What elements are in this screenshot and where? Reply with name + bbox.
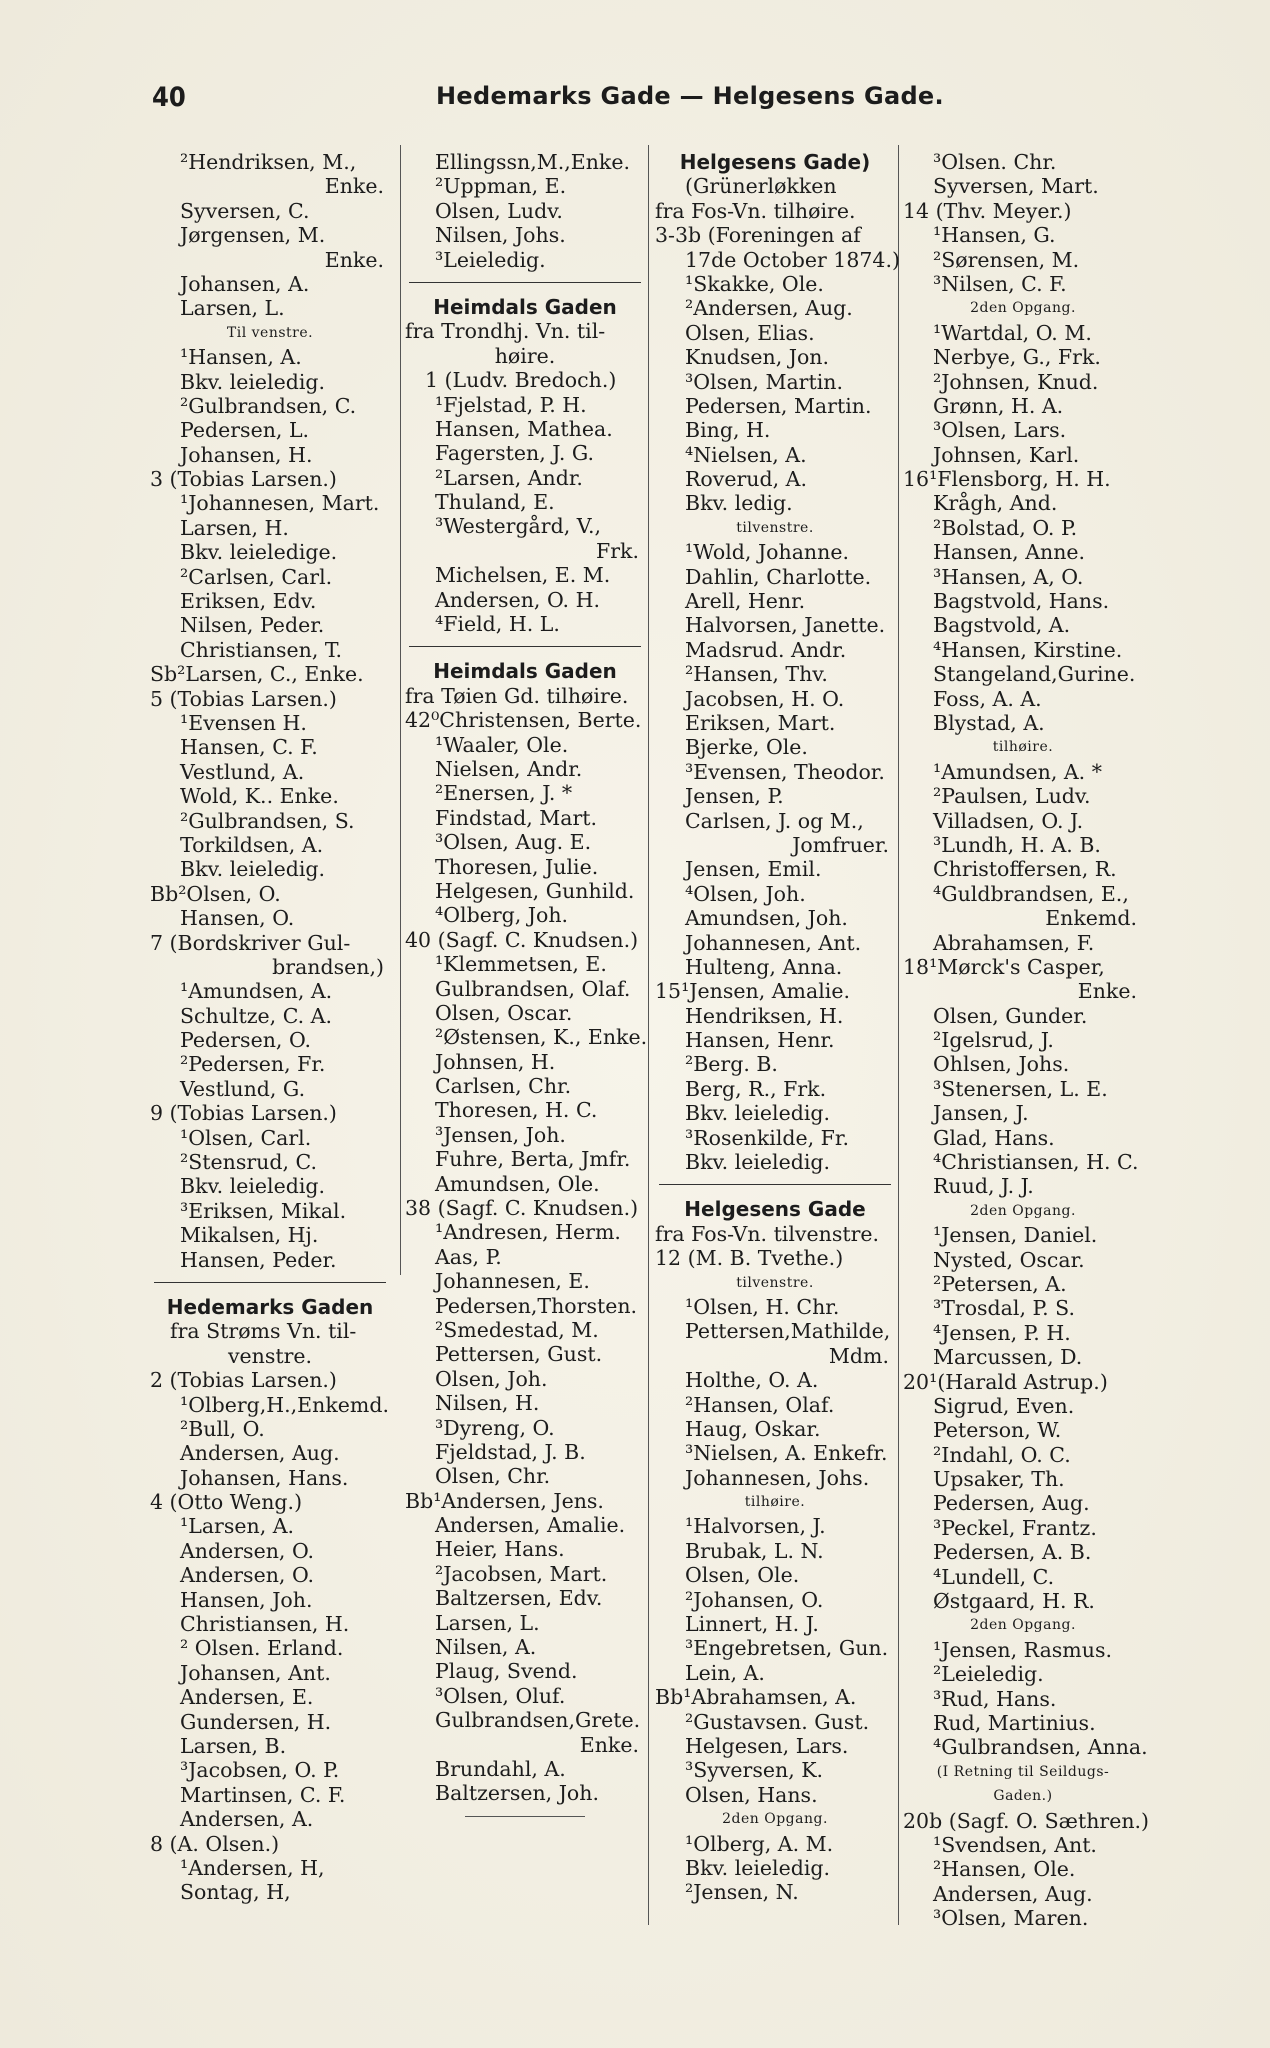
- directory-line: Østgaard, H. R.: [933, 1589, 1095, 1614]
- directory-line: ³Nilsen, C. F.: [933, 271, 1067, 296]
- directory-line: Fuhre, Berta, Jmfr.: [435, 1147, 631, 1172]
- directory-line: Lein, A.: [685, 1660, 765, 1685]
- directory-line: Bkv. leieledig.: [180, 857, 326, 882]
- directory-line: Plaug, Svend.: [435, 1659, 578, 1684]
- directory-line: ²Uppman, E.: [435, 174, 567, 199]
- directory-line: 42⁰Christensen, Berte.: [405, 708, 642, 733]
- directory-line: ³Olsen, Lars.: [933, 418, 1067, 443]
- directory-line: 20b (Sagf. O. Sæthren.): [903, 1808, 1150, 1833]
- directory-line: Hendriksen, H.: [685, 1003, 844, 1028]
- directory-line: Peterson, W.: [933, 1418, 1062, 1443]
- directory-line: Haug, Oskar.: [685, 1416, 821, 1441]
- directory-line: ²Enersen, J. *: [435, 781, 573, 806]
- directory-line: Findstad, Mart.: [435, 805, 598, 830]
- directory-line: brandsen,): [272, 954, 384, 979]
- directory-line: 14 (Thv. Meyer.): [903, 198, 1072, 223]
- directory-line: 20¹(Harald Astrup.): [903, 1369, 1108, 1394]
- directory-line: Marcussen, D.: [933, 1345, 1083, 1370]
- directory-line: ¹Jensen, Rasmus.: [933, 1637, 1112, 1662]
- section-rule: [659, 1184, 891, 1185]
- directory-line: ²Pedersen, Fr.: [180, 1052, 326, 1077]
- directory-line: Olsen, Joh.: [435, 1366, 548, 1391]
- section-rule: [409, 646, 641, 647]
- directory-line: Amundsen, Ole.: [435, 1171, 600, 1196]
- directory-line: ²Hendriksen, M.,: [180, 150, 357, 174]
- directory-line: venstre.: [227, 1343, 313, 1368]
- directory-line: Johnsen, H.: [435, 1049, 556, 1074]
- directory-line: Bing, H.: [685, 418, 771, 443]
- directory-line: Knudsen, Jon.: [685, 345, 830, 370]
- directory-line: Heier, Hans.: [435, 1537, 565, 1562]
- directory-line: Andersen, O.: [180, 1538, 315, 1563]
- directory-line: 3 (Tobias Larsen.): [150, 467, 337, 492]
- directory-line: 7 (Bordskriver Gul-: [150, 930, 351, 955]
- directory-line: Nilsen, A.: [435, 1635, 537, 1660]
- directory-line: Jomfruer.: [792, 832, 889, 857]
- directory-line: ¹Larsen, A.: [180, 1514, 295, 1539]
- directory-line: ⁴Christiansen, H. C.: [933, 1150, 1139, 1175]
- directory-line: Andersen, O.: [180, 1563, 315, 1588]
- directory-line: Aas, P.: [435, 1244, 502, 1269]
- directory-line: ² Olsen. Erland.: [180, 1636, 344, 1661]
- directory-line: 5 (Tobias Larsen.): [150, 686, 337, 711]
- directory-line: 4 (Otto Weng.): [150, 1490, 303, 1515]
- directory-line: ³Stenersen, L. E.: [933, 1076, 1108, 1101]
- street-heading: Helgesens Gade): [679, 150, 871, 174]
- directory-line: ²Johnsen, Knud.: [933, 369, 1099, 394]
- directory-line: Amundsen, Joh.: [685, 906, 848, 931]
- directory-line: Hansen, O.: [180, 906, 295, 931]
- directory-line: ²Indahl, O. C.: [933, 1442, 1071, 1467]
- directory-line: ²Jacobsen, Mart.: [435, 1561, 608, 1586]
- directory-line: Krågh, And.: [933, 491, 1058, 516]
- directory-line: Gulbrandsen, Olaf.: [435, 976, 631, 1001]
- directory-line: ²Leieledig.: [933, 1662, 1044, 1687]
- column-divider: [648, 145, 649, 1925]
- directory-line: Madsrud. Andr.: [685, 637, 847, 662]
- directory-line: ²Igelsrud, J.: [933, 1028, 1054, 1053]
- directory-line: Baltzersen, Edv.: [435, 1586, 603, 1611]
- directory-line: 9 (Tobias Larsen.): [150, 1101, 337, 1126]
- directory-line: ¹Klemmetsen, E.: [435, 952, 607, 977]
- column-1: [150, 150, 390, 1905]
- directory-line: Jørgensen, M.: [180, 223, 326, 248]
- directory-line: Brundahl, A.: [435, 1757, 566, 1781]
- directory-line: ²Østensen, K., Enke.: [435, 1025, 648, 1050]
- directory-line: ¹Andresen, Herm.: [435, 1220, 621, 1245]
- directory-line: Gulbrandsen,Grete.: [435, 1708, 641, 1733]
- directory-line: høire.: [494, 343, 556, 368]
- directory-line: ³Jensen, Joh.: [435, 1122, 566, 1147]
- page-number: 40: [152, 82, 186, 113]
- directory-line: Hansen, Anne.: [933, 540, 1086, 565]
- street-heading: Heimdals Gaden: [433, 294, 617, 319]
- directory-line: ³Syversen, K.: [685, 1758, 824, 1783]
- directory-line: Bkv. leieledig.: [685, 1855, 831, 1880]
- directory-line: ²Johansen, O.: [685, 1587, 824, 1612]
- directory-line: Sigrud, Even.: [933, 1393, 1075, 1418]
- directory-line: Bb²Olsen, O.: [150, 881, 281, 906]
- directory-line: Gundersen, H.: [180, 1709, 332, 1734]
- directory-line: Olsen, Oscar.: [435, 1000, 573, 1025]
- directory-line: ⁴Olberg, Joh.: [435, 903, 569, 928]
- directory-line: ³Trosdal, P. S.: [933, 1296, 1075, 1321]
- section-rule: [465, 1816, 585, 1817]
- directory-line: Bb¹Abrahamsen, A.: [655, 1685, 857, 1710]
- directory-line: ²Bull, O.: [180, 1416, 265, 1441]
- directory-line: Arell, Henr.: [685, 589, 806, 614]
- directory-line: ³Olsen, Maren.: [933, 1906, 1089, 1931]
- directory-line: ¹Jensen, Daniel.: [933, 1223, 1098, 1248]
- directory-line: Johannesen, Ant.: [685, 930, 862, 955]
- directory-line: Johansen, Hans.: [180, 1465, 349, 1490]
- directory-line: ²Petersen, A.: [933, 1271, 1067, 1296]
- directory-line: Mikalsen, Hj.: [180, 1223, 319, 1248]
- directory-line: Nielsen, Andr.: [435, 756, 583, 781]
- directory-line: Ellingssn,M.,Enke.: [435, 150, 630, 174]
- directory-line: Olsen, Ole.: [685, 1563, 800, 1588]
- directory-line: Bkv. leieledig.: [180, 369, 326, 394]
- directory-line: Torkildsen, A.: [180, 832, 324, 857]
- directory-line: Wold, K.. Enke.: [180, 784, 339, 809]
- directory-line: Bkv. leieledig.: [180, 1174, 326, 1199]
- directory-line: 15¹Jensen, Amalie.: [655, 979, 850, 1004]
- directory-line: Grønn, H. A.: [933, 393, 1064, 418]
- directory-line: Enke.: [324, 174, 384, 199]
- directory-line: Jensen, P.: [685, 784, 784, 809]
- directory-line: ²Larsen, Andr.: [435, 465, 583, 490]
- directory-line: Hansen, C. F.: [180, 735, 318, 760]
- directory-line: Jansen, J.: [933, 1101, 1029, 1126]
- directory-line: Martinsen, C. F.: [180, 1782, 346, 1807]
- directory-line: Enke.: [579, 1732, 639, 1757]
- directory-line: Pedersen,Thorsten.: [435, 1293, 638, 1318]
- directory-line: Mdm.: [828, 1343, 889, 1368]
- column-4: [903, 150, 1150, 1931]
- directory-line: Fjeldstad, J. B.: [435, 1439, 586, 1464]
- directory-line: 40 (Sagf. C. Knudsen.): [405, 927, 639, 952]
- directory-line: Baltzersen, Joh.: [435, 1781, 599, 1806]
- directory-line: 1 (Ludv. Bredoch.): [425, 368, 617, 393]
- directory-line: Carlsen, Chr.: [435, 1074, 572, 1099]
- directory-line: Pettersen,Mathilde,: [685, 1319, 891, 1344]
- directory-line: ²Sørensen, M.: [933, 247, 1080, 272]
- directory-line: Nysted, Oscar.: [933, 1247, 1085, 1272]
- directory-line: Bjerke, Ole.: [685, 735, 808, 760]
- directory-line: ⁴Lundell, C.: [933, 1564, 1055, 1589]
- subheading: Til venstre.: [226, 324, 314, 341]
- directory-line: ²Berg. B.: [685, 1052, 778, 1077]
- directory-line: Olsen, Gunder.: [933, 1003, 1088, 1028]
- directory-line: ³Peckel, Frantz.: [933, 1515, 1097, 1540]
- directory-line: Johnsen, Karl.: [933, 442, 1080, 467]
- directory-line: ⁴Nielsen, A.: [685, 442, 807, 467]
- directory-line: Johansen, A.: [180, 271, 310, 296]
- directory-line: Sb²Larsen, C., Enke.: [150, 662, 364, 687]
- directory-line: Holthe, O. A.: [685, 1368, 819, 1393]
- subheading: 2den Opgang.: [970, 300, 1076, 317]
- directory-line: Christoffersen, R.: [933, 857, 1117, 882]
- directory-line: 16¹Flensborg, H. H.: [903, 467, 1111, 492]
- directory-line: Larsen, B.: [180, 1734, 287, 1758]
- directory-line: Bagstvold, A.: [933, 613, 1071, 638]
- directory-line: ³Hansen, A, O.: [933, 564, 1084, 589]
- street-heading: Heimdals Gaden: [433, 659, 617, 684]
- directory-line: Christiansen, T.: [180, 637, 343, 662]
- directory-line: Ohlsen, Johs.: [933, 1052, 1070, 1077]
- directory-line: ²Hansen, Thv.: [685, 662, 828, 687]
- directory-line: Hansen, Joh.: [180, 1587, 313, 1612]
- running-title: Hedemarks Gade — Helgesens Gade.: [436, 82, 944, 110]
- directory-line: 3-3b (Foreningen af: [655, 223, 861, 248]
- directory-line: Bkv. leieledig.: [685, 1150, 831, 1175]
- directory-line: ¹Waaler, Ole.: [435, 732, 569, 757]
- directory-line: Carlsen, J. og M.,: [685, 808, 864, 833]
- directory-line: Vestlund, G.: [180, 1076, 306, 1101]
- directory-line: ³Dyreng, O.: [435, 1415, 555, 1440]
- directory-line: Villadsen, O. J.: [933, 808, 1084, 833]
- directory-line: ¹Olberg, A. M.: [685, 1831, 834, 1856]
- directory-line: ¹Evensen H.: [180, 710, 307, 735]
- directory-line: ²Hansen, Olaf.: [685, 1392, 835, 1417]
- directory-line: Bb¹Andersen, Jens.: [405, 1488, 604, 1513]
- directory-line: Pedersen, L.: [180, 418, 310, 443]
- directory-line: ³Engebretsen, Gun.: [685, 1636, 889, 1661]
- directory-line: Abrahamsen, F.: [933, 930, 1095, 955]
- directory-line: Enkemd.: [1045, 906, 1137, 931]
- directory-line: (Grünerløkken: [685, 174, 837, 199]
- directory-line: Blystad, A.: [933, 710, 1045, 735]
- directory-line: Enke.: [324, 247, 384, 272]
- subheading: 2den Opgang.: [970, 1202, 1076, 1219]
- directory-line: Bkv. leieledige.: [180, 540, 338, 565]
- directory-line: Halvorsen, Janette.: [685, 613, 886, 638]
- column-3: [655, 150, 900, 1905]
- directory-line: ¹Olsen, H. Chr.: [685, 1294, 840, 1319]
- directory-line: Pedersen, Martin.: [685, 393, 872, 418]
- directory-line: ²Andersen, Aug.: [685, 296, 853, 321]
- subheading: tilhøire.: [992, 739, 1054, 756]
- directory-line: Johansen, H.: [180, 442, 313, 467]
- directory-line: Johannesen, Johs.: [685, 1465, 870, 1490]
- directory-line: ¹Johannesen, Mart.: [180, 491, 380, 516]
- directory-line: Enke.: [1077, 979, 1137, 1004]
- directory-line: Larsen, H.: [180, 515, 289, 540]
- directory-line: Rud, Martinius.: [933, 1711, 1096, 1735]
- directory-line: Frk.: [596, 538, 639, 563]
- directory-line: Berg, R., Frk.: [685, 1076, 827, 1101]
- directory-line: ³Rosenkilde, Fr.: [685, 1125, 849, 1150]
- directory-line: 2 (Tobias Larsen.): [150, 1368, 337, 1393]
- column-2: [405, 150, 648, 1827]
- section-rule: [154, 1282, 386, 1283]
- subheading: tilvenstre.: [736, 519, 814, 536]
- directory-line: Andersen, Aug.: [933, 1881, 1093, 1906]
- directory-line: Thoresen, H. C.: [435, 1098, 598, 1123]
- subheading: (I Retning til Seildugs-: [936, 1763, 1110, 1780]
- directory-line: ¹Fjelstad, P. H.: [435, 392, 587, 417]
- directory-line: ³Eriksen, Mikal.: [180, 1198, 347, 1223]
- directory-line: ¹Hansen, A.: [180, 345, 302, 370]
- directory-line: ²Gulbrandsen, C.: [180, 393, 357, 418]
- directory-line: ²Paulsen, Ludv.: [933, 784, 1091, 809]
- directory-line: ³Olsen, Aug. E.: [435, 830, 592, 855]
- street-heading: Hedemarks Gaden: [166, 1294, 374, 1319]
- directory-line: ²Jensen, N.: [685, 1880, 799, 1905]
- directory-line: Eriksen, Mart.: [685, 710, 836, 735]
- directory-line: ⁴Olsen, Joh.: [685, 881, 806, 906]
- directory-line: Johannesen, E.: [435, 1269, 590, 1294]
- directory-line: Hansen, Mathea.: [435, 416, 613, 441]
- directory-line: Johansen, Ant.: [180, 1660, 331, 1685]
- directory-line: ³Olsen, Oluf.: [435, 1683, 566, 1708]
- directory-line: Sontag, H,: [180, 1880, 291, 1905]
- directory-line: ⁴Hansen, Kirstine.: [933, 637, 1123, 662]
- directory-line: ²Smedestad, M.: [435, 1317, 599, 1342]
- directory-line: ¹Wold, Johanne.: [685, 540, 849, 565]
- directory-line: ³Westergård, V.,: [435, 514, 601, 539]
- directory-line: 17de October 1874.): [685, 247, 900, 272]
- column-divider: [898, 145, 899, 1925]
- directory-line: fra Fos-Vn. tilhøire.: [655, 198, 856, 223]
- directory-line: Andersen, A.: [180, 1807, 314, 1832]
- directory-line: Michelsen, E. M.: [435, 563, 611, 588]
- directory-line: ¹Olsen, Carl.: [180, 1125, 312, 1150]
- directory-line: ³Nielsen, A. Enkefr.: [685, 1441, 888, 1466]
- directory-line: fra Strøms Vn. til-: [170, 1319, 357, 1344]
- directory-line: Pedersen, O.: [180, 1028, 312, 1053]
- directory-line: Larsen, L.: [180, 296, 285, 321]
- directory-line: ³Jacobsen, O. P.: [180, 1758, 340, 1783]
- street-heading: Helgesens Gade: [684, 1197, 866, 1222]
- directory-line: Glad, Hans.: [933, 1125, 1055, 1150]
- directory-line: Helgesen, Lars.: [685, 1734, 849, 1758]
- directory-line: Vestlund, A.: [180, 759, 305, 784]
- directory-line: ²Hansen, Ole.: [933, 1857, 1076, 1882]
- directory-line: Upsaker, Th.: [933, 1467, 1065, 1492]
- section-rule: [409, 282, 641, 283]
- directory-line: Larsen, L.: [435, 1610, 540, 1635]
- directory-line: Nilsen, Peder.: [180, 613, 325, 638]
- directory-line: ¹Halvorsen, J.: [685, 1514, 826, 1539]
- directory-line: ⁴Jensen, P. H.: [933, 1320, 1071, 1345]
- directory-line: 12 (M. B. Tvethe.): [655, 1246, 844, 1271]
- directory-line: ⁴Guldbrandsen, E.,: [933, 881, 1129, 906]
- subheading: Gaden.): [993, 1788, 1053, 1805]
- directory-line: ²Carlsen, Carl.: [180, 564, 333, 589]
- directory-line: ³Evensen, Theodor.: [685, 759, 885, 784]
- directory-line: Roverud, A.: [685, 467, 807, 492]
- directory-line: Ruud, J. J.: [933, 1174, 1034, 1199]
- directory-line: Stangeland,Gurine.: [933, 662, 1136, 687]
- directory-line: ¹Amundsen, A. *: [933, 759, 1102, 784]
- directory-line: Linnert, H. J.: [685, 1612, 819, 1637]
- directory-line: fra Trondhj. Vn. til-: [405, 319, 606, 344]
- directory-line: fra Fos-Vn. tilvenstre.: [655, 1221, 880, 1246]
- directory-line: Pedersen, Aug.: [933, 1491, 1090, 1516]
- directory-line: Brubak, L. N.: [685, 1538, 824, 1563]
- directory-line: Olsen, Ludv.: [435, 198, 563, 223]
- directory-line: Pedersen, A. B.: [933, 1540, 1092, 1565]
- directory-line: 8 (A. Olsen.): [150, 1831, 280, 1856]
- directory-line: Christiansen, H.: [180, 1612, 350, 1637]
- directory-line: Eriksen, Edv.: [180, 589, 317, 614]
- directory-line: ³Lundh, H. A. B.: [933, 832, 1101, 857]
- directory-line: Fagersten, J. G.: [435, 441, 595, 466]
- directory-line: Pettersen, Gust.: [435, 1342, 603, 1367]
- directory-line: Thoresen, Julie.: [435, 854, 599, 879]
- directory-line: Olsen, Chr.: [435, 1464, 551, 1489]
- directory-line: ¹Svendsen, Ant.: [933, 1832, 1097, 1857]
- directory-line: 38 (Sagf. C. Knudsen.): [405, 1196, 639, 1221]
- directory-line: Andersen, Amalie.: [435, 1513, 626, 1538]
- directory-line: Schultze, C. A.: [180, 1003, 332, 1028]
- directory-line: ²Stensrud, C.: [180, 1150, 317, 1175]
- directory-line: Bkv. leieledig.: [685, 1101, 831, 1126]
- directory-line: Helgesen, Gunhild.: [435, 878, 635, 903]
- directory-line: Olsen, Elias.: [685, 320, 815, 345]
- page-header: [0, 82, 1270, 122]
- directory-line: Andersen, Aug.: [180, 1441, 340, 1466]
- directory-line: ¹Andersen, H,: [180, 1855, 325, 1880]
- directory-line: Hansen, Henr.: [685, 1028, 835, 1053]
- directory-line: ³Olsen. Chr.: [933, 150, 1057, 174]
- directory-line: ³Rud, Hans.: [933, 1686, 1057, 1711]
- directory-line: Hulteng, Anna.: [685, 954, 843, 979]
- directory-line: ³Leieledig.: [435, 247, 546, 272]
- directory-line: Dahlin, Charlotte.: [685, 564, 872, 589]
- directory-line: Andersen, E.: [180, 1685, 314, 1710]
- subheading: 2den Opgang.: [722, 1811, 828, 1828]
- directory-line: 18¹Mørck's Casper,: [903, 954, 1105, 979]
- subheading: tilhøire.: [744, 1494, 806, 1511]
- directory-line: Bkv. ledig.: [685, 491, 793, 516]
- directory-line: ¹Skakke, Ole.: [685, 271, 824, 296]
- directory-line: Jensen, Emil.: [685, 857, 822, 882]
- directory-line: Syversen, Mart.: [933, 174, 1099, 199]
- directory-line: ¹Amundsen, A.: [180, 979, 333, 1004]
- directory-line: Andersen, O. H.: [435, 587, 600, 612]
- directory-line: ¹Hansen, G.: [933, 223, 1056, 248]
- directory-line: ¹Olberg,H.,Enkemd.: [180, 1392, 389, 1417]
- directory-line: Olsen, Hans.: [685, 1782, 818, 1807]
- directory-line: Bagstvold, Hans.: [933, 589, 1110, 614]
- directory-line: fra Tøien Gd. tilhøire.: [405, 683, 629, 708]
- directory-line: ²Gulbrandsen, S.: [180, 808, 355, 833]
- directory-line: Thuland, E.: [435, 490, 555, 515]
- directory-line: Foss, A. A.: [933, 686, 1042, 711]
- directory-line: Nilsen, Johs.: [435, 223, 566, 248]
- directory-line: ³Olsen, Martin.: [685, 369, 843, 394]
- directory-line: ⁴Gulbrandsen, Anna.: [933, 1735, 1148, 1760]
- subheading: tilvenstre.: [736, 1274, 814, 1291]
- column-divider: [400, 145, 401, 1275]
- directory-line: ¹Wartdal, O. M.: [933, 320, 1092, 345]
- directory-line: Nilsen, H.: [435, 1391, 540, 1416]
- directory-line: Jacobsen, H. O.: [685, 686, 845, 711]
- directory-line: ²Bolstad, O. P.: [933, 515, 1078, 540]
- directory-line: Nerbye, G., Frk.: [933, 345, 1101, 370]
- directory-line: ⁴Field, H. L.: [435, 612, 560, 637]
- directory-line: Hansen, Peder.: [180, 1247, 337, 1272]
- directory-line: ²Gustavsen. Gust.: [685, 1709, 870, 1734]
- directory-line: Syversen, C.: [180, 198, 310, 223]
- subheading: 2den Opgang.: [970, 1617, 1076, 1634]
